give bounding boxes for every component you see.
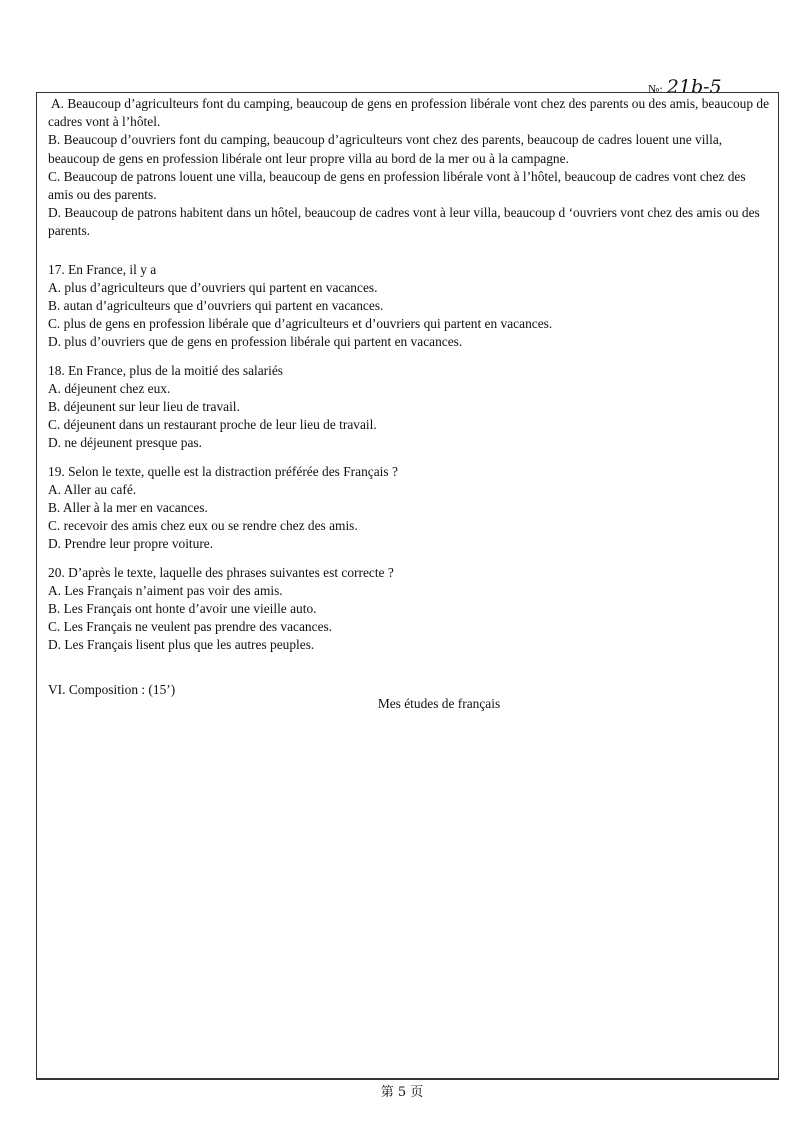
page-content [48, 95, 770, 726]
composition-heading: VI. Composition : (15’) [48, 681, 176, 697]
question-20 [48, 564, 770, 655]
composition-section [48, 681, 770, 713]
question-stem: 17. En France, il y a [48, 261, 157, 277]
option: C. plus de gens en profession libérale que d’agriculteurs et d’ouvriers qui partent en vacances. [48, 316, 553, 332]
option: B. Aller à la mer en vacances. [48, 500, 208, 516]
question-stem: 18. En France, plus de la moitié des salariés [48, 362, 284, 378]
question-17 [48, 261, 770, 352]
option: B. autan d’agriculteurs que d’ouvriers qui partent en vacances. [48, 298, 384, 314]
question-stem: 20. D’après le texte, laquelle des phrases suivantes est correcte ? [48, 564, 394, 580]
question-16-options [48, 95, 770, 241]
option: D. Les Français lisent plus que les autres peuples. [48, 637, 315, 653]
composition-title: Mes études de français [377, 695, 501, 711]
number-label: №: [648, 82, 663, 96]
option: A. Aller au café. [48, 481, 137, 497]
page-number: 第 5 页 [380, 1085, 424, 1100]
option: A. plus d’agriculteurs que d’ouvriers qui partent en vacances. [48, 279, 378, 295]
option: B. Les Français ont honte d’avoir une vieille auto. [48, 601, 317, 617]
question-18 [48, 362, 770, 453]
question-stem: 19. Selon le texte, quelle est la distraction préférée des Français ? [48, 463, 398, 479]
option: B. Beaucoup d’ouvriers font du camping, beaucoup d’agriculteurs vont chez des parents, beaucoup de cadres louent une villa, beaucoup de gens en profession libérale ont leur propre villa au bord de la mer ou à la campagne. [48, 132, 723, 166]
question-19 [48, 463, 770, 554]
option: D. plus d’ouvriers que de gens en profession libérale qui partent en vacances. [48, 334, 463, 350]
option: C. Les Français ne veulent pas prendre des vacances. [48, 619, 333, 635]
handwritten-number: 21b-5 [666, 76, 722, 98]
option: A. Beaucoup d’agriculteurs font du camping, beaucoup de gens en profession libérale vont chez des parents ou des amis, beaucoup de cadres vont à l’hôtel. [48, 96, 770, 130]
option: D. ne déjeunent presque pas. [48, 435, 202, 451]
option: B. déjeunent sur leur lieu de travail. [48, 399, 240, 415]
option: D. Beaucoup de patrons habitent dans un hôtel, beaucoup de cadres vont à leur villa, beaucoup d ‘ouvriers vont chez des amis ou des parents. [48, 205, 760, 239]
option: C. Beaucoup de patrons louent une villa, beaucoup de gens en profession libérale vont à l’hôtel, beaucoup de cadres vont chez des amis ou des parents. [48, 168, 746, 203]
option: A. Les Français n’aiment pas voir des amis. [48, 582, 283, 598]
option: D. Prendre leur propre voiture. [48, 536, 214, 552]
option: C. recevoir des amis chez eux ou se rendre chez des amis. [48, 518, 358, 534]
option: C. déjeunent dans un restaurant proche de leur lieu de travail. [48, 417, 377, 433]
option: A. déjeunent chez eux. [48, 380, 171, 396]
